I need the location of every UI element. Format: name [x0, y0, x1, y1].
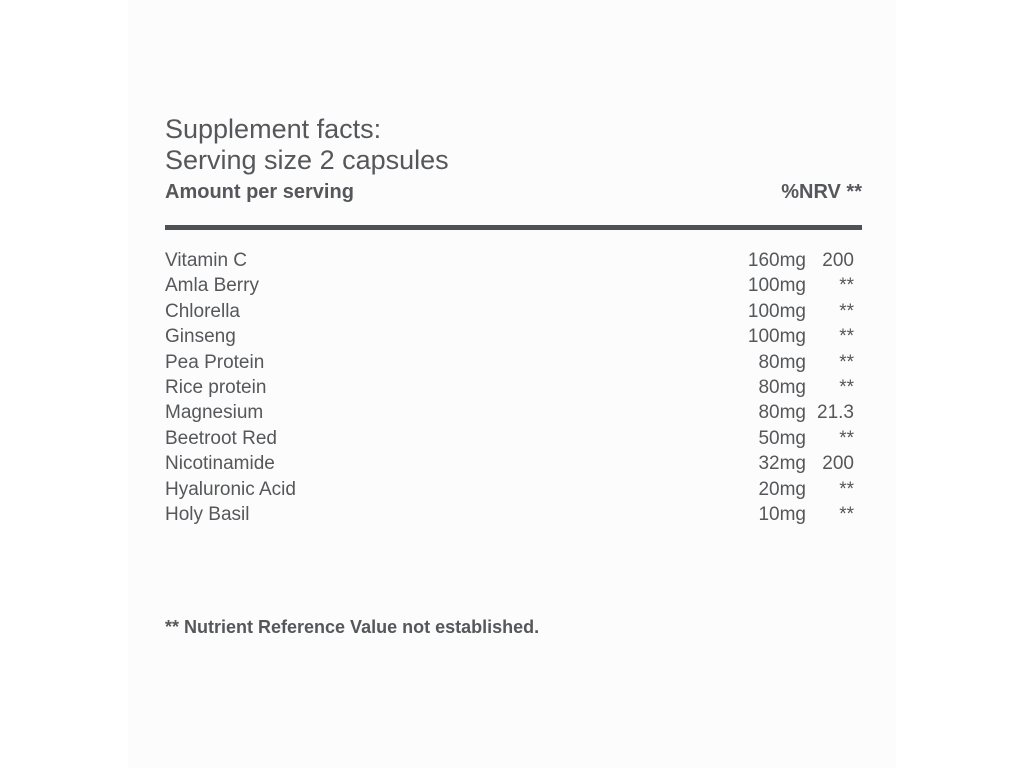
nutrient-row	[165, 250, 862, 275]
nutrient-nrv: **	[839, 275, 854, 297]
nutrient-row	[165, 352, 862, 377]
nutrient-name: Chlorella	[165, 300, 240, 322]
nutrient-name: Beetroot Red	[165, 427, 277, 449]
nutrient-nrv: **	[839, 376, 854, 398]
nutrient-amount: 80mg	[758, 402, 806, 424]
title-serving-size: Serving size 2 capsules	[165, 145, 449, 175]
nutrient-amount: 100mg	[747, 275, 806, 297]
nutrient-nrv: **	[839, 300, 854, 322]
nutrient-name: Pea Protein	[165, 351, 265, 373]
nutrient-name: Nicotinamide	[165, 453, 275, 475]
nutrient-amount: 100mg	[747, 326, 806, 348]
nutrient-name: Holy Basil	[165, 503, 250, 525]
nutrient-amount: 50mg	[758, 427, 806, 449]
footnote: ** Nutrient Reference Value not established.	[165, 617, 540, 637]
nutrient-nrv: **	[839, 427, 854, 449]
nutrient-nrv: **	[839, 326, 854, 348]
nutrient-row	[165, 377, 862, 402]
nutrient-row	[165, 504, 862, 529]
nutrient-row	[165, 275, 862, 300]
nutrient-row	[165, 428, 862, 453]
nrv-header: %NRV **	[781, 181, 862, 203]
nutrient-amount: 80mg	[758, 351, 806, 373]
nutrient-name: Amla Berry	[165, 275, 259, 297]
nutrient-amount: 10mg	[758, 503, 806, 525]
nutrient-name: Magnesium	[165, 402, 264, 424]
nutrient-name: Hyaluronic Acid	[165, 478, 296, 500]
title-supplement-facts: Supplement facts:	[165, 114, 382, 144]
nutrient-nrv: 21.3	[817, 402, 854, 424]
column-header-row	[165, 176, 862, 208]
nutrient-row	[165, 453, 862, 478]
nutrient-amount: 80mg	[758, 376, 806, 398]
nutrient-row	[165, 479, 862, 504]
nutrient-nrv: 200	[822, 250, 854, 271]
amount-per-serving-header: Amount per serving	[165, 181, 354, 203]
nutrient-nrv: **	[839, 478, 854, 500]
nutrient-amount: 160mg	[747, 250, 806, 271]
header-divider	[165, 225, 862, 230]
nutrient-amount: 32mg	[758, 453, 806, 475]
nutrient-list	[165, 250, 862, 529]
nutrient-name: Vitamin C	[165, 250, 248, 271]
nutrient-row	[165, 326, 862, 351]
nutrient-amount: 100mg	[747, 300, 806, 322]
nutrient-name: Ginseng	[165, 326, 236, 348]
nutrient-amount: 20mg	[758, 478, 806, 500]
nutrient-nrv: 200	[822, 453, 854, 475]
nutrient-row	[165, 402, 862, 427]
nutrient-row	[165, 301, 862, 326]
nutrient-nrv: **	[839, 351, 854, 373]
nutrient-name: Rice protein	[165, 376, 267, 398]
nutrient-nrv: **	[839, 503, 854, 525]
supplement-facts	[165, 114, 862, 529]
